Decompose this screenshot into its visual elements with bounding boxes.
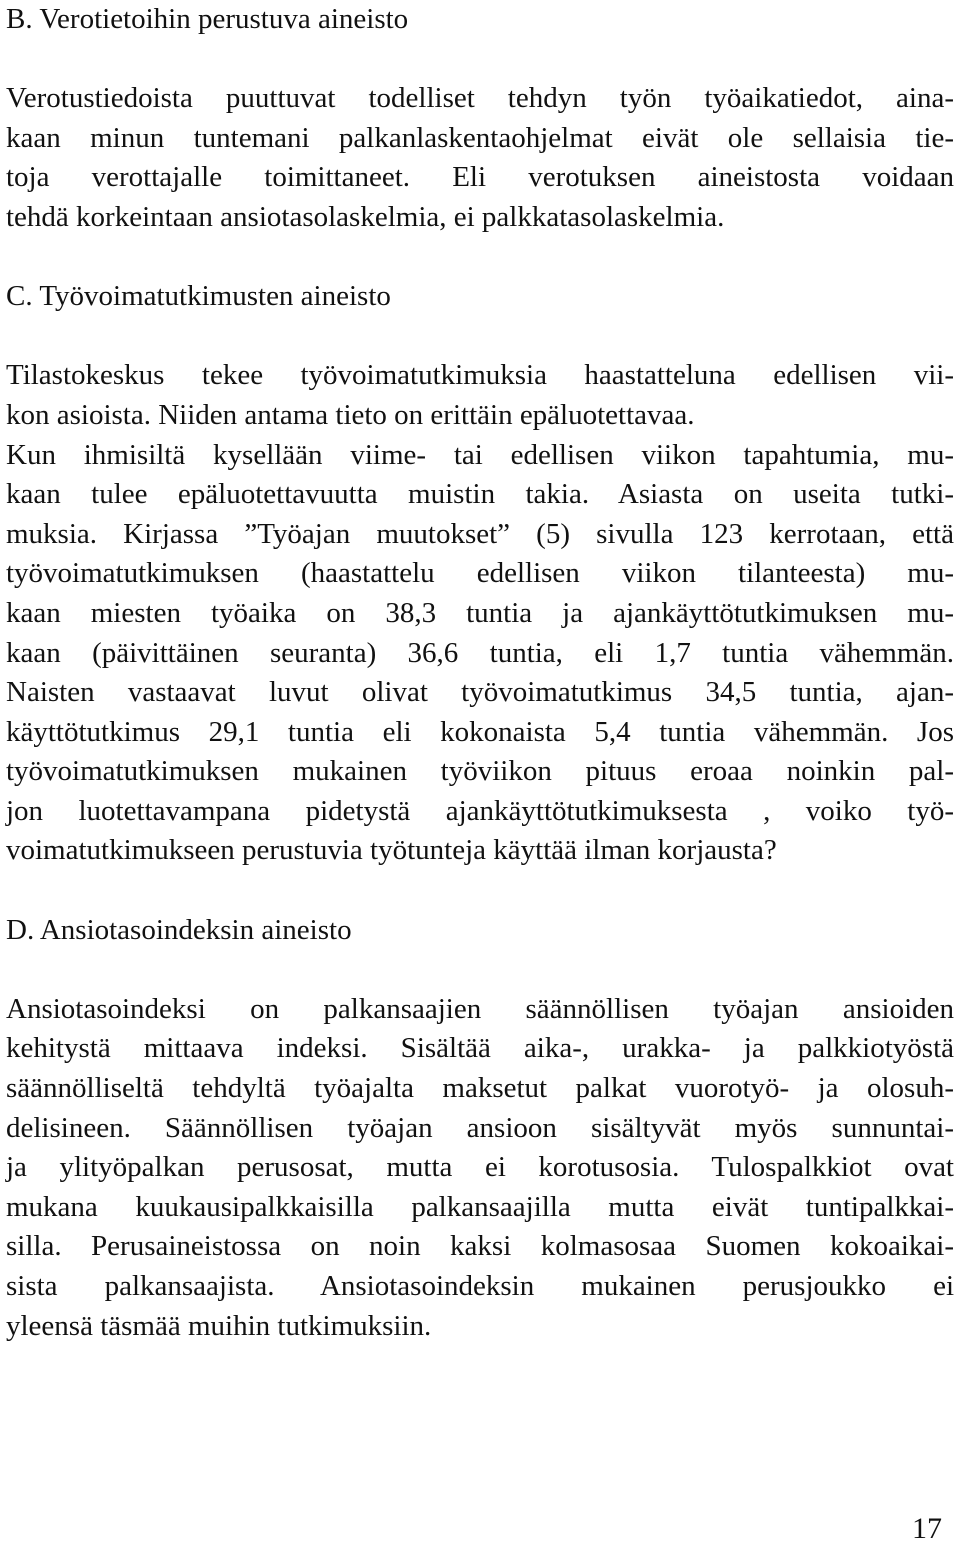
text-line: Naisten vastaavat luvut olivat työvoimatutkimus 34,5 tuntia, ajan- [6,676,954,709]
text-line: Kun ihmisiltä kysellään viime- tai edellisen viikon tapahtumia, mu- [6,438,954,471]
text-line: Ansiotasoindeksi on palkansaajien säännöllisen työajan ansioiden [6,992,954,1025]
text-line: silla. Perusaineistossa on noin kaksi kolmasosaa Suomen kokoaikai- [6,1230,954,1263]
text-line: työvoimatutkimuksen (haastattelu edellisen viikon tilanteesta) mu- [6,557,954,590]
spacer [6,238,954,278]
text-line: sista palkansaajista. Ansiotasoindeksin mukainen perusjoukko ei [6,1270,954,1302]
text-line: jon luotettavampana pidetystä ajankäyttötutkimuksesta , voiko työ- [6,794,954,827]
text-line: muksia. Kirjassa ”Työajan muutokset” (5) sivulla 123 kerrotaan, että [6,517,954,550]
section-heading-c: C. Työvoimatutkimusten aineisto [6,280,391,313]
document-page [6,0,954,1346]
text-line: tehdä korkeintaan ansiotasolaskelmia, ei palkkatasolaskelmia. [6,200,725,233]
text-line: yleensä täsmää muihin tutkimuksiin. [6,1309,432,1342]
spacer [6,317,954,357]
text-line: kehitystä mittaava indeksi. Sisältää aika-, urakka- ja palkkiotyöstä [6,1032,954,1065]
paragraph-b-1 [6,79,954,237]
paragraph-d-1 [6,990,954,1346]
text-line: ja ylityöpalkan perusosat, mutta ei korotusosia. Tulospalkkiot ovat [6,1151,954,1184]
text-line: delisineen. Säännöllisen työajan ansioon sisältyvät myös sunnuntai- [6,1111,954,1144]
text-line: kaan minun tuntemani palkanlaskentaohjelmat eivät ole sellaisia tie- [6,121,954,154]
page-number: 17 [912,1512,942,1545]
spacer [6,950,954,990]
text-line: Verotustiedoista puuttuvat todelliset tehdyn työn työaikatiedot, aina- [6,82,954,115]
text-line: voimatutkimukseen perustuvia työtunteja käyttää ilman korjausta? [6,834,777,867]
section-heading-b: B. Verotietoihin perustuva aineisto [6,3,409,35]
text-line: mukana kuukausipalkkaisilla palkansaajilla mutta eivät tuntipalkkai- [6,1190,954,1223]
text-line: kaan (päivittäinen seuranta) 36,6 tuntia, eli 1,7 tuntia vähemmän. [6,636,954,669]
text-line: työvoimatutkimuksen mukainen työviikon pituus eroaa noinkin pal- [6,755,954,788]
section-heading-d: D. Ansiotasoindeksin aineisto [6,913,352,946]
text-line: kaan tulee epäluotettavuutta muistin takia. Asiasta on useita tutki- [6,478,954,511]
text-line: kon asioista. Niiden antama tieto on erittäin epäluotettavaa. [6,398,695,431]
spacer [6,40,954,80]
text-line: käyttötutkimus 29,1 tuntia eli kokonaista 5,4 tuntia vähemmän. Jos [6,715,954,748]
text-line: säännölliseltä tehdyltä työajalta maksetut palkat vuorotyö- ja olosuh- [6,1072,954,1105]
spacer [6,871,954,911]
text-line: Tilastokeskus tekee työvoimatutkimuksia haastatteluna edellisen vii- [6,359,954,392]
paragraph-c-1 [6,356,954,871]
text-line: toja verottajalle toimittaneet. Eli verotuksen aineistosta voidaan [6,161,954,194]
text-line: kaan miesten työaika on 38,3 tuntia ja ajankäyttötutkimuksen mu- [6,596,954,629]
